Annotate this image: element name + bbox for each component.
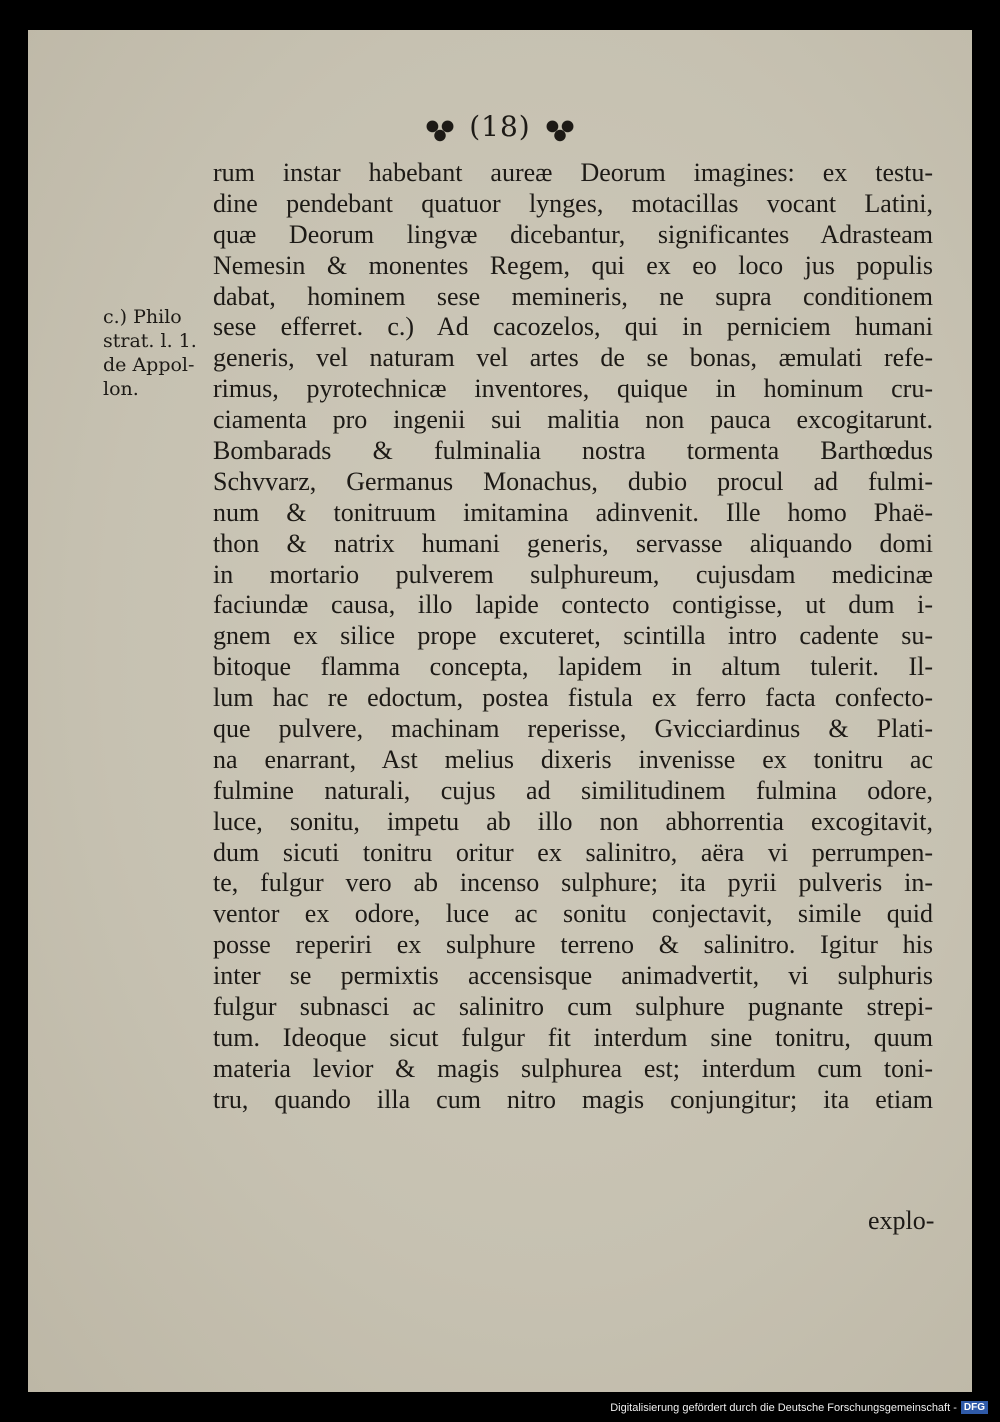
text-line: ventor ex odore, luce ac sonitu conjectavit, simile quid <box>213 899 933 929</box>
text-line: posse reperiri ex sulphure terreno & salinitro. Igitur his <box>213 930 933 960</box>
text-line: bitoque flamma concepta, lapidem in altum tulerit. Il- <box>213 652 933 682</box>
dfg-logo-icon: DFG <box>961 1401 988 1414</box>
marginal-note-line: de Appol- <box>103 354 195 376</box>
text-line: materia levior & magis sulphurea est; interdum cum toni- <box>213 1053 933 1083</box>
text-line: generis, vel naturam vel artes de se bonas, æmulati refe- <box>213 343 933 373</box>
text-line: num & tonitruum imitamina adinvenit. Ille homo Phaë- <box>213 497 933 527</box>
text-line: fulmine naturali, cujus ad similitudinem fulmina odore, <box>213 775 933 805</box>
ornament-left-icon <box>421 116 459 142</box>
body-text <box>213 158 933 1116</box>
text-line: rum instar habebant aureæ Deorum imagines: ex testu- <box>213 158 933 187</box>
document-page <box>28 30 972 1392</box>
ornament-right-icon <box>541 116 579 142</box>
text-line: thon & natrix humani generis, servasse aliquando domi <box>213 528 933 558</box>
catchword: explo- <box>868 1206 935 1235</box>
marginal-note-line: lon. <box>103 378 139 400</box>
page-header <box>28 110 972 143</box>
footer-text: Digitalisierung gefördert durch die Deutsche Forschungsgemeinschaft - <box>610 1401 957 1414</box>
text-line: Nemesin & monentes Regem, qui ex eo loco jus populis <box>213 250 933 280</box>
text-line: gnem ex silice prope excuteret, scintilla intro cadente su- <box>213 621 933 651</box>
text-line: inter se permixtis accensisque animadvertit, vi sulphuris <box>213 961 933 991</box>
text-line: dine pendebant quatuor lynges, motacillas vocant Latini, <box>213 188 933 218</box>
text-line: fulgur subnasci ac salinitro cum sulphure pugnante strepi- <box>213 992 933 1022</box>
text-line: luce, sonitu, impetu ab illo non abhorrentia excogitavit, <box>213 806 933 836</box>
text-line: Bombarads & fulminalia nostra tormenta Barthœdus <box>213 436 933 466</box>
page-number: (18) <box>469 110 531 143</box>
text-line: tum. Ideoque sicut fulgur fit interdum sine tonitru, quum <box>213 1022 933 1052</box>
text-line: lum hac re edoctum, postea fistula ex ferro facta confecto- <box>213 683 933 713</box>
digitization-footer <box>610 1401 988 1414</box>
marginal-note-line: c.) Philo <box>103 306 182 328</box>
marginal-note <box>103 305 221 401</box>
text-line: quæ Deorum lingvæ dicebantur, significantes Adrasteam <box>213 219 933 249</box>
text-line: ciamenta pro ingenii sui malitia non pauca excogitarunt. <box>213 405 933 435</box>
text-line: sese efferret. c.) Ad cacozelos, qui in perniciem humani <box>213 312 933 342</box>
text-line: te, fulgur vero ab incenso sulphure; ita pyrii pulveris in- <box>213 868 933 898</box>
text-line: na enarrant, Ast melius dixeris invenisse ex tonitru ac <box>213 744 933 774</box>
text-line: dabat, hominem sese memineris, ne supra conditionem <box>213 281 933 311</box>
text-line: Schvvarz, Germanus Monachus, dubio procul ad fulmi- <box>213 466 933 496</box>
text-line: rimus, pyrotechnicæ inventores, quique in hominum cru- <box>213 374 933 404</box>
text-line: in mortario pulverem sulphureum, cujusdam medicinæ <box>213 559 933 589</box>
marginal-note-line: strat. l. 1. <box>103 330 197 352</box>
text-line: tru, quando illa cum nitro magis conjungitur; ita etiam <box>213 1084 933 1114</box>
text-line: faciundæ causa, illo lapide contecto contigisse, ut dum i- <box>213 590 933 620</box>
text-line: que pulvere, machinam reperisse, Gvicciardinus & Plati- <box>213 714 933 744</box>
text-line: dum sicuti tonitru oritur ex salinitro, aëra vi perrumpen- <box>213 837 933 867</box>
